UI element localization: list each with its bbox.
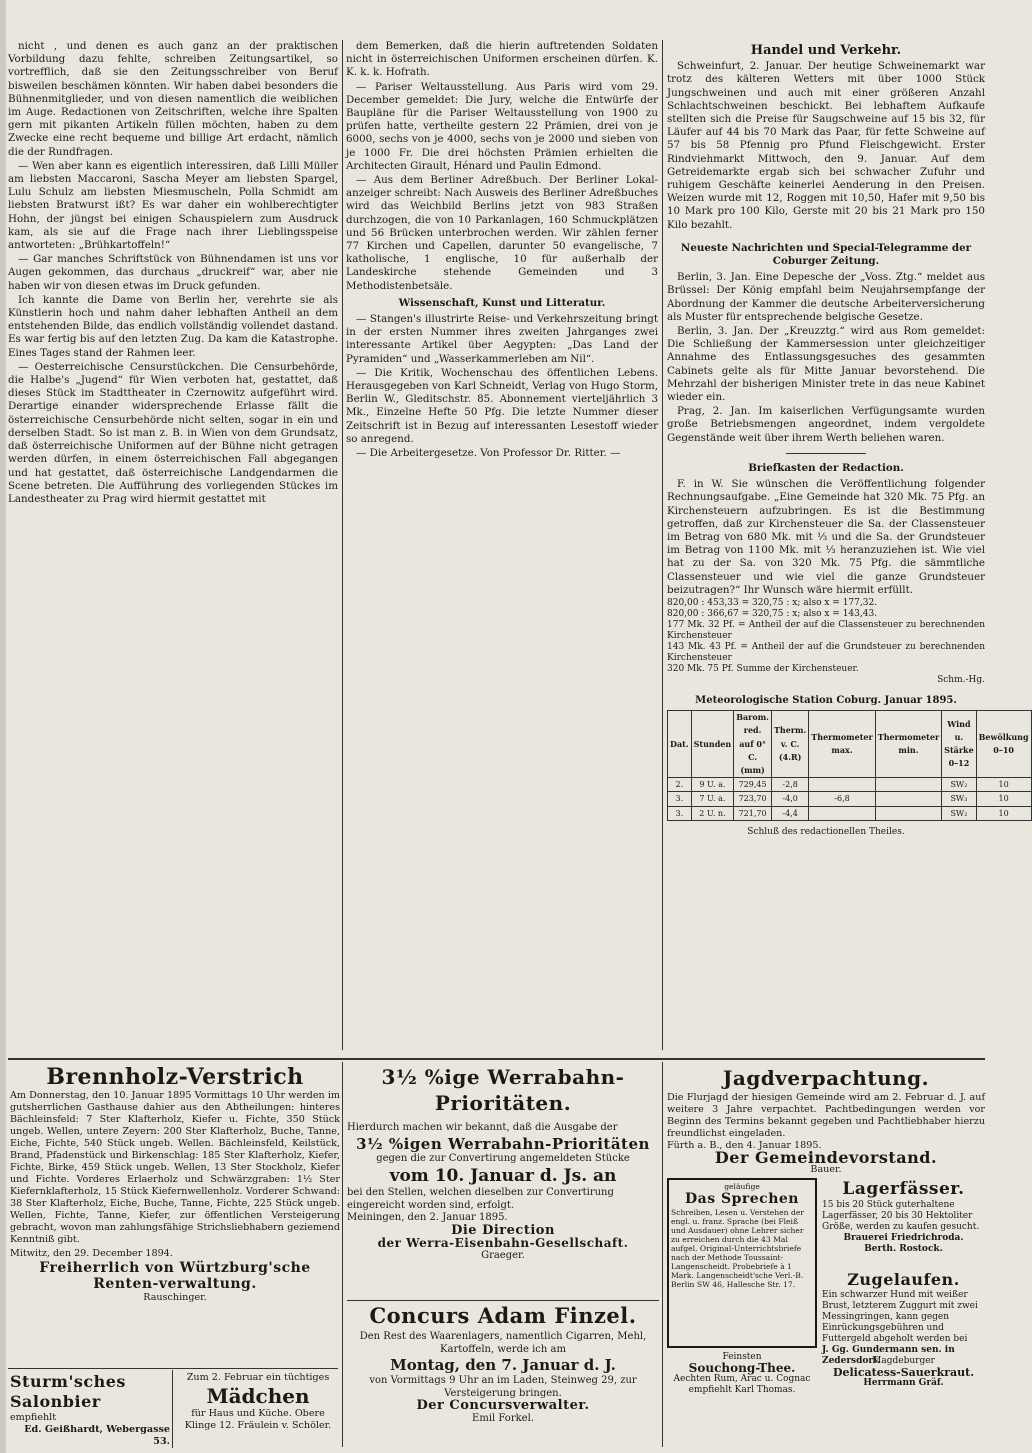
magde-title: Delicatess-Sauerkraut. xyxy=(832,1366,975,1379)
ad-sprechen xyxy=(667,1178,817,1348)
brennholz-date: Mitwitz, den 29. December 1894. xyxy=(10,1248,173,1259)
heading-handel: Handel und Verkehr. xyxy=(750,43,902,58)
col2-paragraph-3: — Aus dem Berliner Adreßbuch. Der Berliner Lokal-anzeiger schreibt: Nach Ausweis des Berliner Adreßbuches wird das Weichbild Berlins jetzt von 983 Straßen durchzogen, die von 10 Parkanlagen, 160 Schmuckplätzen und 56 Brücken unterbrochen werden. Wir zählen ferner 77 Kirchen und Capellen, darunter 50 evangelische, 7 katholische, 1 englische, 10 für außerhalb der Landeskirche stehende Gemeinden und 3 Methodistenbetsäle. xyxy=(346,174,658,292)
col1-paragraph-5: — Oesterreichische Censurstückchen. Die Censurbehörde, die Halbe's „Jugend“ für Wien verboten hat, gestattet, daß dieses Stück im Stadttheater in Czernowitz aufgeführt wird. Derartige einander widersprechende Erlasse fällt die österreichische Censurbehörde nicht selten, sogar in ein und derselben Stadt. So ist man z. B. in Wien von dem Grundsatz, daß österreichische Uniformen auf der Bühne nicht getragen werden dürfen, in einem österreichischen Fall abgegangen und hat gestattet, daß österreichische Landgendarmen die Scene betreten. Die Aufführung des vorliegenden Stückes im Landestheater zu Prag wird hiermit gestattet mit xyxy=(8,360,338,505)
met-cell xyxy=(875,806,941,820)
sprechen-text: Schreiben, Lesen u. Verstehen der engl. u. franz. Sprache (bei Fleiß und Ausdauer) ohne Lehrer sicher zu erreichen durch die 43 Mal aufgel. Original-Unterrichtsbriefe nach der Methode Toussaint-Langenscheidt. Probebriefe à 1 Mark. Langenscheidt'sche Verl.-B. Berlin SW 46, Hallesche Str. 17. xyxy=(671,1208,804,1289)
sturm-signature: Ed. Geißhardt, Webergasse 53. xyxy=(24,1424,170,1447)
werra-text-2: gegen die zur Convertirung angemeldeten Stücke xyxy=(376,1152,630,1164)
met-header: Bewölkung 0–10 xyxy=(976,711,1031,778)
lager-title: Lagerfässer. xyxy=(842,1179,965,1199)
werra-title: 3½ %ige Werrabahn-Prioritäten. xyxy=(381,1065,625,1115)
jagd-text: Die Flurjagd der hiesigen Gemeinde wird am 2. Februar d. J. auf weitere 3 Jahre verpachtet. Pachtbedingungen werden vor Beginn des Termins bekannt gegeben und Pachtliebhaber hierzu freundlichst eingeladen. xyxy=(667,1092,985,1139)
zugelaufen-text: Ein schwarzer Hund mit weißer Brust, letzterem Zuggurt mit zwei Messingringen, kann gegen Einrückungsgebühren und Futtergeld abgeholt werden bei xyxy=(822,1290,978,1344)
met-header: Barom. red. auf 0° C. (mm) xyxy=(734,711,772,778)
met-header: Stunden xyxy=(691,711,734,778)
met-cell: 10 xyxy=(976,792,1031,806)
sprechen-small: geläufige xyxy=(724,1182,760,1191)
bottom-left-rule xyxy=(8,1368,338,1369)
maedchen-text-1: Zum 2. Februar ein tüchtiges xyxy=(186,1372,330,1383)
met-cell: -4,4 xyxy=(771,806,808,820)
sturm-title: Sturm'sches Salonbier xyxy=(10,1372,126,1411)
met-cell xyxy=(875,792,941,806)
met-header: Thermometer max. xyxy=(809,711,875,778)
jagd-title: Jagdverpachtung. xyxy=(722,1066,930,1090)
met-cell xyxy=(809,778,875,792)
met-cell: -2,8 xyxy=(771,778,808,792)
separator xyxy=(786,453,866,454)
ads-top-rule xyxy=(8,1058,985,1060)
maedchen-title: Mädchen xyxy=(206,1384,310,1408)
met-cell: 2. xyxy=(668,778,692,792)
ad-werrabahn xyxy=(347,1064,659,1292)
met-cell: 723,70 xyxy=(734,792,772,806)
col1-paragraph-3: — Gar manches Schriftstück von Bühnendamen ist uns vor Augen gekommen, das durchaus „druckreif“ war, aber nie haben wir von diesen etwas im Druck gefunden. xyxy=(8,253,338,292)
brennholz-name: Rauschinger. xyxy=(143,1292,207,1303)
section-heading-wissenschaft: Wissenschaft, Kunst und Litteratur. xyxy=(398,296,606,309)
maedchen-text-2: für Haus und Küche. Obere Klinge 12. Fräulein v. Schöler. xyxy=(184,1408,332,1431)
news-item-3: Prag, 2. Jan. Im kaiserlichen Verfügungsamte wurden große Betriebsmengen angeordnet, indem vergoldete Gegenstände weit über ihrem Werth beliehen waren. xyxy=(667,405,985,444)
met-table xyxy=(667,710,1032,821)
sturm-sub: empfiehlt xyxy=(10,1412,57,1423)
concurs-text-2: von Vormittags 9 Uhr an im Laden, Steinweg 29, zur Versteigerung bringen. xyxy=(369,1375,637,1399)
met-cell: -4,0 xyxy=(771,792,808,806)
ads-divider-1 xyxy=(342,1062,343,1447)
met-cell: 7 U. a. xyxy=(691,792,734,806)
heading-briefkasten: Briefkasten der Redaction. xyxy=(748,461,904,474)
met-cell: 721,70 xyxy=(734,806,772,820)
col1-paragraph-1: nicht , und denen es auch ganz an der praktischen Vorbildung dazu fehlte, schreiben Zeitungsartikel, so vortrefflich, daß sie den Zeitungsschreiber von Beruf bisweilen beschämen könnten. Wir haben dabei besonders die Bühnenmitglieder, und von diesen namentlich die weiblichen im Auge. Redactionen von Zeitschriften, welche ihre Spalten gern mit pikanten Artikeln füllen möchten, haben zu dem Zwecke eine recht bequeme und billige Art erdacht, nämlich die der Rundfragen. xyxy=(8,40,338,158)
met-header-row xyxy=(668,711,1032,778)
werra-date: Meiningen, den 2. Januar 1895. xyxy=(347,1212,508,1223)
met-cell: 3. xyxy=(668,806,692,820)
met-title: Meteorologische Station Coburg. Januar 1895. xyxy=(695,694,957,706)
met-row xyxy=(668,806,1032,820)
col2-paragraph-7: — Die Arbeitergesetze. Von Professor Dr. Ritter. — xyxy=(356,447,621,460)
met-cell: 3. xyxy=(668,792,692,806)
met-cell: 2 U. n. xyxy=(691,806,734,820)
ad-maedchen xyxy=(176,1372,340,1447)
lager-sig-2: Berth. Rostock. xyxy=(864,1244,943,1254)
jagd-name: Bauer. xyxy=(810,1164,842,1175)
werra-sig-1: Die Direction xyxy=(451,1222,555,1238)
met-header: Dat. xyxy=(668,711,692,778)
news-item-2: Berlin, 3. Jan. Der „Kreuzztg.“ wird aus Rom gemeldet: Die Schließung der Kammersession unter gleichzeitiger Annahme des Entlassungsgesuches des gesammten Cabinets gelte als für Mitte Januar bevorstehend. Die Mehrzahl der bisherigen Minister trete in das neue Kabinet wieder ein. xyxy=(667,325,985,404)
thee-text: Aechten Rum, Arac u. Cognac empfiehlt Karl Thomas. xyxy=(673,1374,811,1395)
lager-sig-1: Brauerei Friedrichroda. xyxy=(843,1233,964,1243)
werra-text-1: Hierdurch machen wir bekannt, daß die Ausgabe der xyxy=(347,1122,618,1133)
ad-jagd xyxy=(667,1064,985,1175)
werra-mid: 3½ %igen Werrabahn-Prioritäten xyxy=(356,1134,650,1153)
column-divider-1 xyxy=(342,40,343,1050)
column-divider-2 xyxy=(662,40,663,1050)
col1-paragraph-2: — Wen aber kann es eigentlich interessiren, daß Lilli Müller am liebsten Maccaroni, Sascha Meyer am liebsten Spargel, Lulu Schulz am liebsten Miesmuscheln, Polla Schmidt am liebsten Bratwurst ißt? Es war daher ein wohlberechtigter Hohn, der jüngst bei einigen Schauspielern zum Ausdruck kam, als sie auf die Frage nach ihrer Lieblingsspeise antworteten: „Brühkartoffeln!“ xyxy=(8,159,338,252)
met-cell: SW₃ xyxy=(942,792,977,806)
werra-name: Graeger. xyxy=(481,1249,525,1261)
jagd-signature: Der Gemeindevorstand. xyxy=(714,1148,938,1167)
ad-sturm xyxy=(10,1372,170,1447)
bottom-divider xyxy=(172,1370,173,1448)
handel-text: Schweinfurt, 2. Januar. Der heutige Schweinemarkt war trotz des kälteren Wetters mit über 1000 Stück Jungschweinen und auch mit einer größeren Anzahl Schlachtschweinen beschickt. Bei lebhaftem Aufkaufe stellten sich die Preise für Saugschweine auf 15 bis 32, für Läufer auf 44 bis 70 Mark das Paar, für fette Schweine auf 57 bis 58 Pfennig pro Pfund Fleischgewicht. Erster Rindviehmarkt Mittwoch, den 9. Januar. Auf dem Getreidemarkte ergab sich bei schwacher Zufuhr und ruhigem Geschäfte keinerlei Aenderung in den Preisen. Weizen wurde mit 12, Roggen mit 10,50, Hafer mit 9,50 bis 10 Mark pro 100 Kilo, Gerste mit 20 bis 21 Mark pro 150 Kilo bezahlt. xyxy=(667,60,985,231)
news-item-1: Berlin, 3. Jan. Eine Depesche der „Voss. Ztg.“ meldet aus Brüssel: Der König empfahl beim Neujahrsempfange der Abordnung der Kammer die deutsche Arbeiterversicherung als Muster für entsprechende belgische Gesetze. xyxy=(667,271,985,323)
met-row xyxy=(668,792,1032,806)
concurs-date: Montag, den 7. Januar d. J. xyxy=(390,1356,616,1374)
met-cell: 10 xyxy=(976,778,1031,792)
concurs-name: Emil Forkel. xyxy=(472,1412,534,1424)
met-cell: SW₂ xyxy=(942,778,977,792)
magde-signature: Herrmann Gräf. xyxy=(863,1378,944,1388)
jagd-date: Fürth a. B., den 4. Januar 1895. xyxy=(667,1140,822,1151)
heading-news: Neueste Nachrichten und Special-Telegramme der Coburger Zeitung. xyxy=(680,241,972,268)
col2-paragraph-5: — Stangen's illustrirte Reise- und Verkehrszeitung bringt in der ersten Nummer ihres zweiten Jahrganges zwei interessante Artikel über Aegypten: „Das Land der Pyramiden“ und „Wasserkammerleben am Nil“. xyxy=(346,313,658,365)
calc-line-2: 820,00 : 366,67 = 320,75 : x; also x = 143,43. xyxy=(667,608,878,619)
ads-divider-2 xyxy=(662,1062,663,1447)
met-header: Wind u. Stärke 0–12 xyxy=(942,711,977,778)
calc-line-5: 320 Mk. 75 Pf. Summe der Kirchensteuer. xyxy=(667,663,859,674)
concurs-text: Den Rest des Waarenlagers, namentlich Cigarren, Mehl, Kartoffeln, werde ich am xyxy=(359,1331,647,1355)
col2-paragraph-1: dem Bemerken, daß die hierin auftretenden Soldaten nicht in österreichischen Uniformen erscheinen dürfen. K. K. k. k. Hofrath. xyxy=(346,40,658,79)
ad-sauerkraut xyxy=(822,1356,985,1446)
zugelaufen-signature: J. Gg. Gundermann sen. in Zedersdorf. xyxy=(822,1345,955,1366)
column-1 xyxy=(8,40,338,1055)
thee-small: Feinsten xyxy=(722,1352,762,1362)
calc-line-1: 820,00 : 453,33 = 320,75 : x; also x = 177,32. xyxy=(667,597,878,608)
met-header: Therm. v. C. (4.R) xyxy=(771,711,808,778)
werra-sig-2: der Werra-Eisenbahn-Gesellschaft. xyxy=(377,1236,629,1250)
met-cell: -6,8 xyxy=(809,792,875,806)
magde-small: Magdeburger xyxy=(872,1356,935,1366)
ad-thee xyxy=(667,1352,817,1448)
col2-paragraph-6: — Die Kritik, Wochenschau des öffentlichen Lebens. Herausgegeben von Karl Schneidt, Verlag von Hugo Storm, Berlin W., Gleditschstr. 85. Abonnement vierteljährlich 3 Mk., Einzelne Hefte 50 Pfg. Die letzte Nummer dieser Zeitschrift ist in Bezug auf interessanten Lesestoff wieder so anregend. xyxy=(346,366,658,445)
brennholz-text: Am Donnerstag, den 10. Januar 1895 Vormittags 10 Uhr werden im gutsherrlichen Gasthause dahier aus den Abtheilungen: hinteres Bächleinsfeld: 7 Ster Klafterholz, Kiefer u. Fichte, 350 Stück ungeb. Wellen, untere Zeyern: 200 Ster Klafterholz, Buche, Tanne, Eiche, Fichte, 540 Stück ungeb. Wellen. Bächleinsfeld, Keilstück, Brand, Pfadenstück und Birkenschlag: 185 Ster Klafterholz, Kiefer, Fichte, Birke, 459 Stück ungeb. Wellen, 13 Ster Stockholz, Kiefer und Fichte. Vorderes Erlaerholz und Schwärzgraben: 1½ Ster Kiefernklafterholz, 15 Stück Kiefernwellenholz. Vorderer Schwand: 38 Ster Klafterholz, Eiche, Buche, Tanne, Fichte, 225 Stück ungeb. Wellen, Fichte, Tanne, Kiefer, zur öffentlichen Versteigerung gebracht, wovon man zahlungsfähige Strichsliebhabern geziemend Kenntniß gibt. xyxy=(10,1090,340,1245)
brennholz-signature: Freiherrlich von Würtzburg'sche Renten-verwaltung. xyxy=(39,1260,311,1292)
met-cell xyxy=(809,806,875,820)
col1-paragraph-4: Ich kannte die Dame von Berlin her, verehrte sie als Künstlerin hoch und nahm daher lebhaften Antheil an dem entstehenden Bilde, das endlich vollständig vollendet dastand. Es war fertig bis auf den letzten Zug. Da kam die Katastrophe. Eines Tages stand der Rahmen leer. xyxy=(8,293,338,359)
col2-paragraph-2: — Pariser Weltausstellung. Aus Paris wird vom 29. December gemeldet: Die Jury, welche die Entwürfe der Baupläne für die Pariser Weltausstellung von 1900 zu prüfen hatte, vertheilte gestern 22 Prämien, drei von je 6000, sechs von je 4000, sechs von je 2000 und sieben von je 1000 Fr. Die drei höchsten Prämien erhielten die Architecten Girault, Hénard und Paulin Edmond. xyxy=(346,80,658,172)
calc-line-3: 177 Mk. 32 Pf. = Antheil der auf die Classensteuer zu berechnenden Kirchensteuer xyxy=(667,619,985,641)
met-cell: 10 xyxy=(976,806,1031,820)
concurs-title: Concurs Adam Finzel. xyxy=(369,1303,637,1328)
calc-line-4: 143 Mk. 43 Pf. = Antheil der auf die Grundsteuer zu berechnenden Kirchensteuer xyxy=(667,641,985,663)
met-row xyxy=(668,778,1032,792)
brennholz-title: Brennholz-Verstrich xyxy=(46,1064,304,1090)
met-cell xyxy=(875,778,941,792)
letter-text: F. in W. Sie wünschen die Veröffentlichung folgender Rechnungsaufgabe. „Eine Gemeinde hat 320 Mk. 75 Pfg. an Kirchensteuern aufzubringen. Es ist die Bestimmung getroffen, daß zur Kirchensteuer die Sa. der Classensteuer im Betrag von 680 Mk. mit ⅓ und die Sa. der Grundsteuer im Betrag von 1100 Mk. mit ⅓ heranzuziehen ist. Wie viel hat zu der Sa. von 320 Mk. 75 Pfg. die sämmtliche Classensteuer und wie viel die ganze Grundsteuer beizutragen?“ Ihr Wunsch wäre hiermit erfüllt. xyxy=(667,478,985,596)
met-cell: 729,45 xyxy=(734,778,772,792)
column-2 xyxy=(346,40,658,1055)
met-cell: 9 U. a. xyxy=(691,778,734,792)
ad-concurs xyxy=(347,1300,659,1451)
torn-edge xyxy=(0,0,6,1453)
met-header: Thermometer min. xyxy=(875,711,941,778)
sprechen-title: Das Sprechen xyxy=(685,1191,799,1207)
closing-note: Schluß des redactionellen Theiles. xyxy=(747,826,905,837)
letter-signature: Schm.-Hg. xyxy=(937,674,985,685)
lager-text: 15 bis 20 Stück guterhaltene Lagerfässer, 20 bis 30 Hektoliter Größe, werden zu kaufen gesucht. xyxy=(822,1200,980,1232)
column-3 xyxy=(667,40,1029,1055)
werra-text-3: bei den Stellen, welchen dieselben zur Convertirung eingereicht worden sind, erfolgt. xyxy=(347,1187,614,1211)
ad-brennholz xyxy=(10,1064,340,1364)
thee-title: Souchong-Thee. xyxy=(688,1361,796,1375)
ad-lagerfaesser xyxy=(822,1178,985,1268)
concurs-signature: Der Concursverwalter. xyxy=(416,1398,590,1413)
werra-date-big: vom 10. Januar d. Js. an xyxy=(389,1166,617,1186)
zugelaufen-title: Zugelaufen. xyxy=(847,1270,960,1289)
met-cell: SW₂ xyxy=(942,806,977,820)
